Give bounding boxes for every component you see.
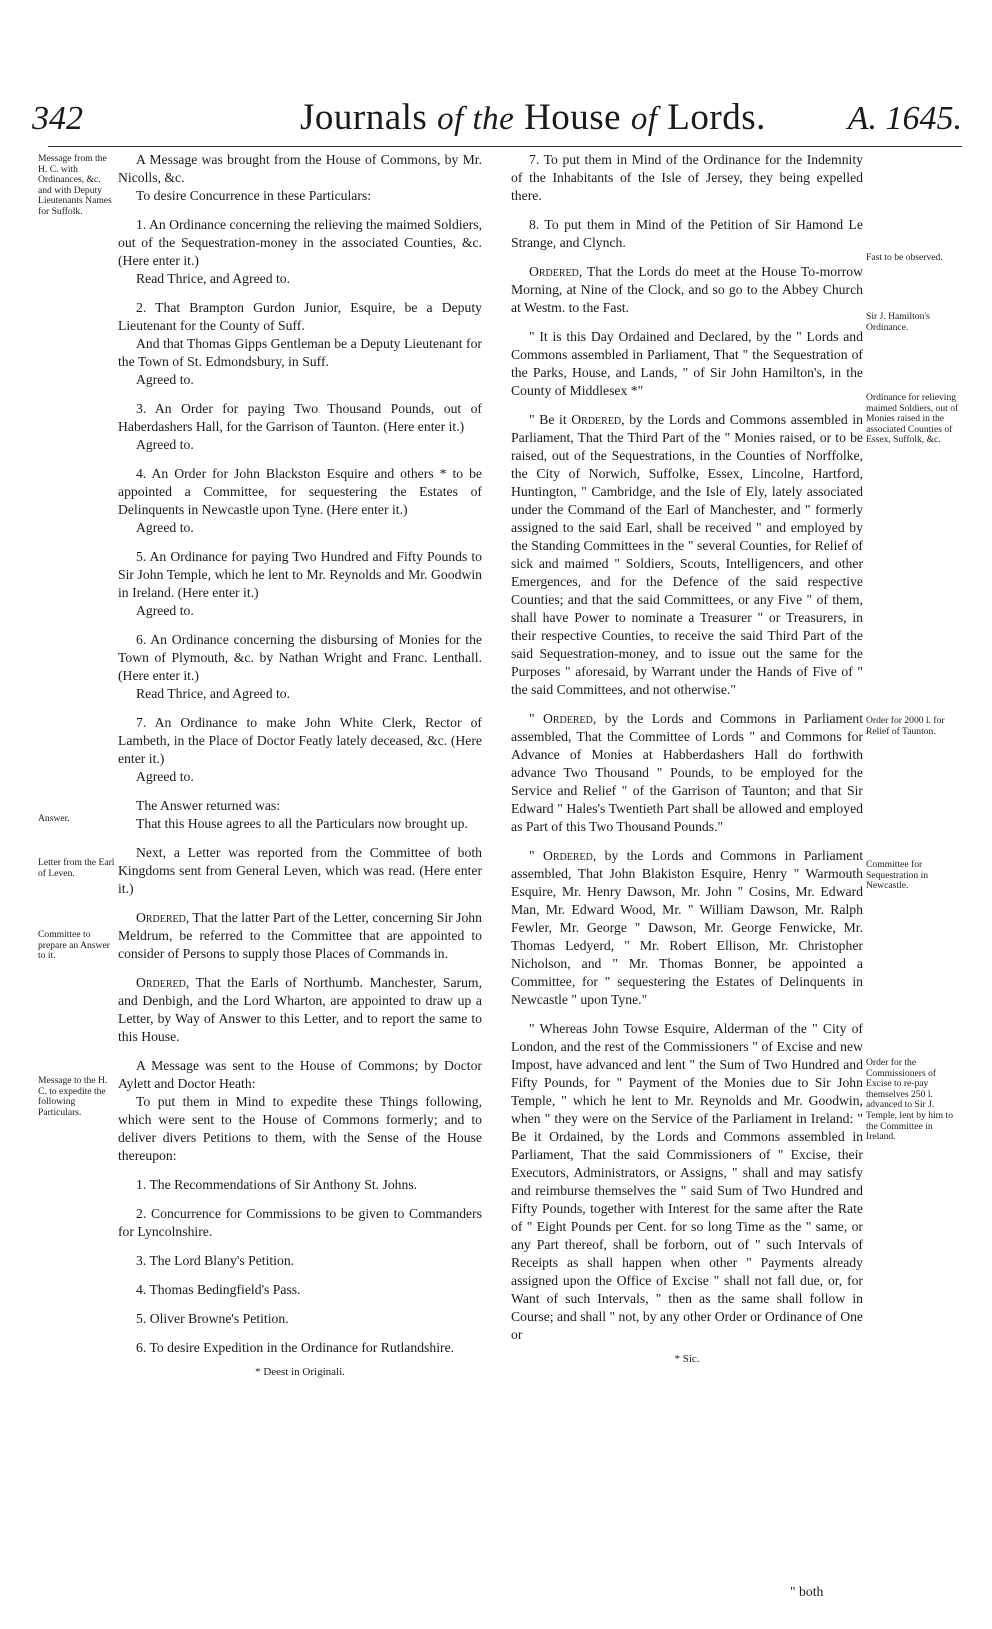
paragraph: 1. An Ordinance concerning the relieving the maimed Soldiers, out of the Sequestration-money in the associated Counties, &c. (Here enter it.) xyxy=(118,217,482,268)
margin-note: Ordinance for relieving maimed Soldiers, out of Monies raised in the associated Counties of Essex, Suffolk, &c. xyxy=(866,392,959,446)
list-item: 6. To desire Expedition in the Ordinance for Rutlandshire. xyxy=(136,1340,455,1355)
year: A. 1645. xyxy=(847,100,962,137)
paragraph: 7. An Ordinance to make John White Clerk, Rector of Lambeth, in the Place of Doctor Featly lately deceased, &c. (Here enter it.) xyxy=(118,715,482,766)
catchword: " both xyxy=(790,1584,824,1599)
paragraph xyxy=(118,909,482,963)
margin-note: Fast to be observed. xyxy=(866,252,943,263)
ordered-lead: Ordered, xyxy=(136,910,190,925)
list-item: 5. Oliver Browne's Petition. xyxy=(136,1311,289,1326)
paragraph: 7. To put them in Mind of the Ordinance for the Indemnity of the Inhabitants of the Isle of Jersey, they being expelled there. xyxy=(511,152,863,203)
margin-note: Letter from the Earl of Leven. xyxy=(38,857,115,879)
paragraph: 8. To put them in Mind of the Petition of Sir Hamond Le Strange, and Clynch. xyxy=(511,217,863,250)
paragraph: 6. An Ordinance concerning the disbursing of Monies for the Town of Plymouth, &c. by Nathan Wright and Franc. Lenthall. (Here enter it.) xyxy=(118,632,482,683)
margin-note: Message from the H. C. with Ordinances, &c. and with Deputy Lieutenants Names for Suffolk. xyxy=(38,153,112,217)
ordered-lead: Ordered, xyxy=(542,848,597,863)
list-item: 4. Thomas Bedingfield's Pass. xyxy=(136,1282,301,1297)
footnote-right: * Sic. xyxy=(674,1353,700,1365)
paragraph xyxy=(118,974,482,1046)
paragraph: Read Thrice, and Agreed to. xyxy=(136,686,291,701)
paragraph: And that Thomas Gipps Gentleman be a Deputy Lieutenant for the Town of St. Edmondsbury, in Suff. xyxy=(118,336,482,369)
margin-note: Committee to prepare an Answer to it. xyxy=(38,929,110,962)
list-item: 3. The Lord Blany's Petition. xyxy=(136,1253,295,1268)
paragraph xyxy=(511,847,863,1009)
paragraph xyxy=(511,263,863,317)
paragraph: A Message was sent to the House of Commons; by Doctor Aylett and Doctor Heath: xyxy=(118,1058,482,1091)
margin-note: Sir J. Hamilton's Ordinance. xyxy=(866,311,930,333)
paragraph: A Message was brought from the House of Commons, by Mr. Nicolls, &c. xyxy=(118,152,482,185)
paragraph: 3. An Order for paying Two Thousand Pounds, out of Haberdashers Hall, for the Garrison of Taunton. (Here enter it.) xyxy=(118,401,482,434)
title-house: House xyxy=(524,97,622,138)
quote-mark: " xyxy=(529,848,543,863)
paragraph: 2. That Brampton Gurdon Junior, Esquire, be a Deputy Lieutenant for the County of Suff. xyxy=(118,300,482,333)
paragraph: To desire Concurrence in these Particulars: xyxy=(136,188,372,203)
paragraph-text: by the Lords and Commons in Parliament assembled, That the Committee of Lords " and Commons for Advance of Monies at Habberdashers Hall do forthwith advance Two Thousand " Pounds, to be employed for the Service and Relief " of the Garrison of Taunton; and that Sir Edward " Hales's Twentieth Part shall be allowed and employed as Part of this Two Thousand Pounds." xyxy=(511,711,863,834)
left-column xyxy=(118,151,482,1381)
header-rule xyxy=(48,146,962,147)
paragraph: That this House agrees to all the Particulars now brought up. xyxy=(136,816,468,831)
paragraph: Agreed to. xyxy=(136,769,194,784)
title-of-the: of the xyxy=(437,101,515,137)
paragraph: Agreed to. xyxy=(136,603,194,618)
footnote-left: * Deest in Originali. xyxy=(255,1366,345,1378)
ordered-lead: Ordered, xyxy=(136,975,190,990)
paragraph: 4. An Order for John Blackston Esquire and others * to be appointed a Committee, for sequestering the Estates of Delinquents in Newcastle upon Tyne. (Here enter it.) xyxy=(118,466,482,517)
margin-note: Answer. xyxy=(38,813,70,824)
margin-note: Order for 2000 l. for Relief of Taunton. xyxy=(866,715,945,737)
ordered-lead: Ordered, xyxy=(542,711,597,726)
paragraph-text: by the Lords and Commons in Parliament assembled, That John Blakiston Esquire, Henry " Warmouth Esquire, Mr. Henry Dawson, Mr. John " Cosins, Mr. Edward Man, Mr. Edward Wood, Mr. " William Dawson, Mr. Ralph Fewler, Mr. George " Dawson, Mr. George Fenwicke, Mr. Thomas Ledyerd, " Mr. Robert Ellison, Mr. Christopher Nicholson, and " Mr. Thomas Bonner, be appointed a Committee, for " sequestering the Estates of Delinquents in Newcastle " upon Tyne." xyxy=(511,848,863,1007)
margin-note: Order for the Commissioners of Excise to re-pay themselves 250 l. advanced to Sir J. Temple, lent by him to the Committee in Ireland. xyxy=(866,1057,953,1143)
paragraph: " Whereas John Towse Esquire, Alderman of the " City of London, and the rest of the Commissioners " of Excise and new Impost, have advanced and lent " the Sum of Two Hundred and Fifty Pounds, for " Payment of the Monies due to Sir John Temple, " which he lent to Mr. Reynolds and Mr. Goodwin, when " they were on the Service of the Parliament in Ireland: " Be it Ordained, by the Lords and Commons assembled in Parliament, That the said Commissioners of " Excise, their Executors, Administrators, or Assigns, " shall and may satisfy and reimburse themselves the " said Sum of Two Hundred and Fifty Pounds, together with Interest for the same after the Rate of " Eight Pounds per Cent. for so long Time as the " same, or any Part thereof, shall be forborn, out of " such Intervals of Receipts as shall happen when other " Payments already assigned upon the Office of Excise " shall not fall due, or, for Want of such Intervals, " then as the same shall follow in Course; and shall " not, by any other Order or Ordinance of One or xyxy=(511,1021,863,1342)
paragraph-text: That the latter Part of the Letter, concerning Sir John Meldrum, be referred to the Committee that are appointed to consider of Persons to supply those Places of Commands in. xyxy=(118,910,482,961)
paragraph xyxy=(511,710,863,836)
paragraph-text: That the Lords do meet at the House To-morrow Morning, at Nine of the Clock, and so go to the Abbey Church at Westm. to the Fast. xyxy=(511,264,863,315)
paragraph: Agreed to. xyxy=(136,372,194,387)
title-journals: Journals xyxy=(300,97,428,138)
paragraph: 5. An Ordinance for paying Two Hundred and Fifty Pounds to Sir John Temple, which he lent to Mr. Reynolds and Mr. Goodwin in Ireland. (Here enter it.) xyxy=(118,549,482,600)
title-lords: Lords. xyxy=(667,97,766,138)
paragraph-text: That the Earls of Northumb. Manchester, Sarum, and Denbigh, and the Lord Wharton, are appointed to draw up a Letter, by Way of Answer to this Letter, and to report the same to this House. xyxy=(118,975,482,1044)
right-column xyxy=(511,151,863,1368)
paragraph: Read Thrice, and Agreed to. xyxy=(136,271,291,286)
paragraph: Next, a Letter was reported from the Committee of both Kingdoms sent from General Leven, which was read. (Here enter it.) xyxy=(118,845,482,896)
paragraph: The Answer returned was: xyxy=(136,798,281,813)
running-title xyxy=(300,96,766,139)
title-of: of xyxy=(630,101,658,137)
ordered-lead: Ordered, xyxy=(529,264,583,279)
list-item: 1. The Recommendations of Sir Anthony St. Johns. xyxy=(136,1177,418,1192)
ordered-lead: Ordered, xyxy=(571,412,625,427)
quote-mark: " xyxy=(529,711,543,726)
page-number: 342 xyxy=(32,100,83,137)
paragraph xyxy=(511,411,863,699)
quote-mark: " Be it xyxy=(529,412,572,427)
paragraph: Agreed to. xyxy=(136,520,194,535)
margin-note: Message to the H. C. to expedite the following Particulars. xyxy=(38,1075,108,1118)
list-item: 2. Concurrence for Commissions to be given to Commanders for Lyncolnshire. xyxy=(118,1206,482,1239)
paragraph: To put them in Mind to expedite these Things following, which were sent to the House of Commons formerly; and to deliver divers Petitions to them, with the Sense of the House thereupon: xyxy=(118,1094,482,1163)
paragraph: " It is this Day Ordained and Declared, by the " Lords and Commons assembled in Parliament, That " the Sequestration of the Parks, House, and Lands, " of Sir John Hamilton's, in the County of Middlesex *" xyxy=(511,329,863,398)
paragraph: Agreed to. xyxy=(136,437,194,452)
margin-note: Committee for Sequestration in Newcastle. xyxy=(866,859,929,892)
paragraph-text: by the Lords and Commons assembled in Parliament, That the Third Part of the " Monies raised, or to be raised, out of the Sequestrations, in the Counties of Norffolke, the City of Norwich, Suffolke, Essex, Lincolne, Hartford, Huntington, " Cambridge, and the Isle of Ely, lately associated under the Command of the Earl of Manchester, and " formerly assigned to the said Earl, shall be received " and employed by the Standing Committees in the " several Counties, for Relief of sick and maimed " Soldiers, Scouts, Intelligencers, and other Emergences, and for the Defence of the said respective Counties; and that the said Committees, or any Five " of them, shall have Power to nominate a Treasurer " or Treasurers, in their respective Counties, to receive the said Third Part of the said Sequestration-money, and to issue out the same for the Purposes " aforesaid, by Warrant under the Hands of Five of " the said Committees, and not otherwise." xyxy=(511,412,863,697)
